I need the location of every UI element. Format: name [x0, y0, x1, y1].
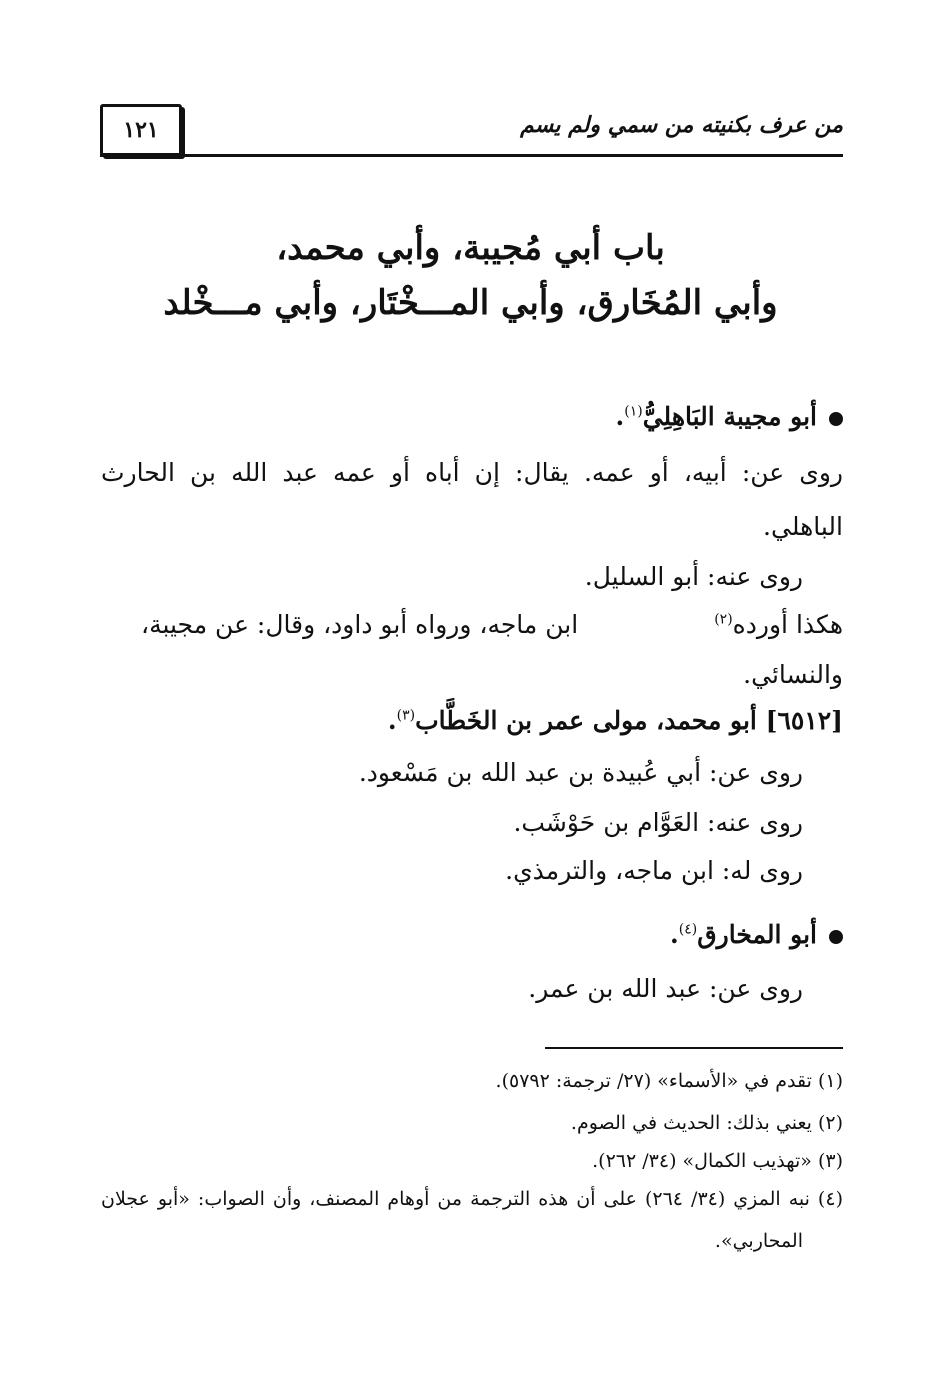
page-number: ١٢١	[123, 117, 159, 143]
footnote-ref-1: (١)	[624, 403, 643, 420]
entry-2-line-1: روى عن: أبي عُبيدة بن عبد الله بن مَسْعود.	[358, 758, 803, 787]
running-head: من عرف بكنيته من سمي ولم يسم	[520, 112, 843, 138]
entry-1-heading-end: .	[615, 402, 625, 431]
chapter-title-line-1: باب أبي مُجيبة، وأبي محمد،	[276, 228, 665, 268]
entry-1-line-4-a: هكذا أورده$^{(٢)}$	[714, 610, 843, 639]
footnote-4-line-1: (٤) نبه المزي (٣٤/ ٢٦٤) على أن هذه الترجمة من أوهام المصنف، وأن الصواب: «أبو عجلان	[101, 1188, 843, 1210]
footnote-ref-3: (٣)	[396, 707, 416, 724]
entry-3-heading-end: .	[670, 920, 679, 949]
footnote-ref-2: (٢)	[714, 611, 733, 628]
entry-1-heading	[616, 402, 843, 431]
entry-3-line-1: روى عن: عبد الله بن عمر.	[528, 974, 803, 1003]
chapter-title-line-2: وأبي المُخَارق، وأبي المـــخْتَار، وأبي مـــخْلد	[163, 283, 778, 323]
entry-2-number: [٦٥١٢]	[765, 706, 843, 735]
footnote-4-line-2: المحاربي».	[714, 1230, 803, 1252]
bullet-icon	[829, 412, 843, 426]
footnote-ref-4: (٤)	[678, 921, 698, 938]
entry-1-line-4-b: ابن ماجه، ورواه أبو داود، وقال: عن مجيبة،	[141, 610, 579, 639]
entry-1-line-5: والنسائي.	[743, 660, 843, 689]
entry-1-line-3: روى عنه: أبو السليل.	[584, 562, 803, 591]
entry-3-name: أبو المخارق	[697, 920, 817, 949]
footnote-2: (٢) يعني بذلك: الحديث في الصوم.	[570, 1112, 843, 1134]
entry-1-line-4	[141, 610, 843, 639]
entry-1-line-1: روى عن: أبيه، أو عمه. يقال: إن أباه أو عمه عبد الله بن الحارث	[101, 458, 843, 487]
footnote-3: (٣) «تهذيب الكمال» (٣٤/ ٢٦٢).	[592, 1150, 843, 1172]
footnote-1: (١) تقدم في «الأسماء» (٢٧/ ترجمة: ٥٧٩٢).	[495, 1070, 843, 1092]
entry-3-heading	[670, 920, 843, 949]
entry-2-heading	[388, 706, 843, 735]
footnote-rule	[545, 1047, 843, 1049]
entry-2-line-3: روى له: ابن ماجه، والترمذي.	[505, 856, 803, 885]
entry-2-name: أبو محمد، مولى عمر بن الخَطَّاب	[415, 706, 757, 735]
header-rule	[100, 154, 843, 157]
entry-2-line-2: روى عنه: العَوَّام بن حَوْشَب.	[513, 808, 803, 837]
entry-1-name: أبو مجيبة البَاهِلِيُّ	[642, 402, 817, 431]
entry-2-heading-end: .	[387, 706, 397, 735]
bullet-icon	[829, 930, 843, 944]
page-number-box	[100, 104, 182, 156]
entry-1-line-2: الباهلي.	[763, 512, 843, 541]
